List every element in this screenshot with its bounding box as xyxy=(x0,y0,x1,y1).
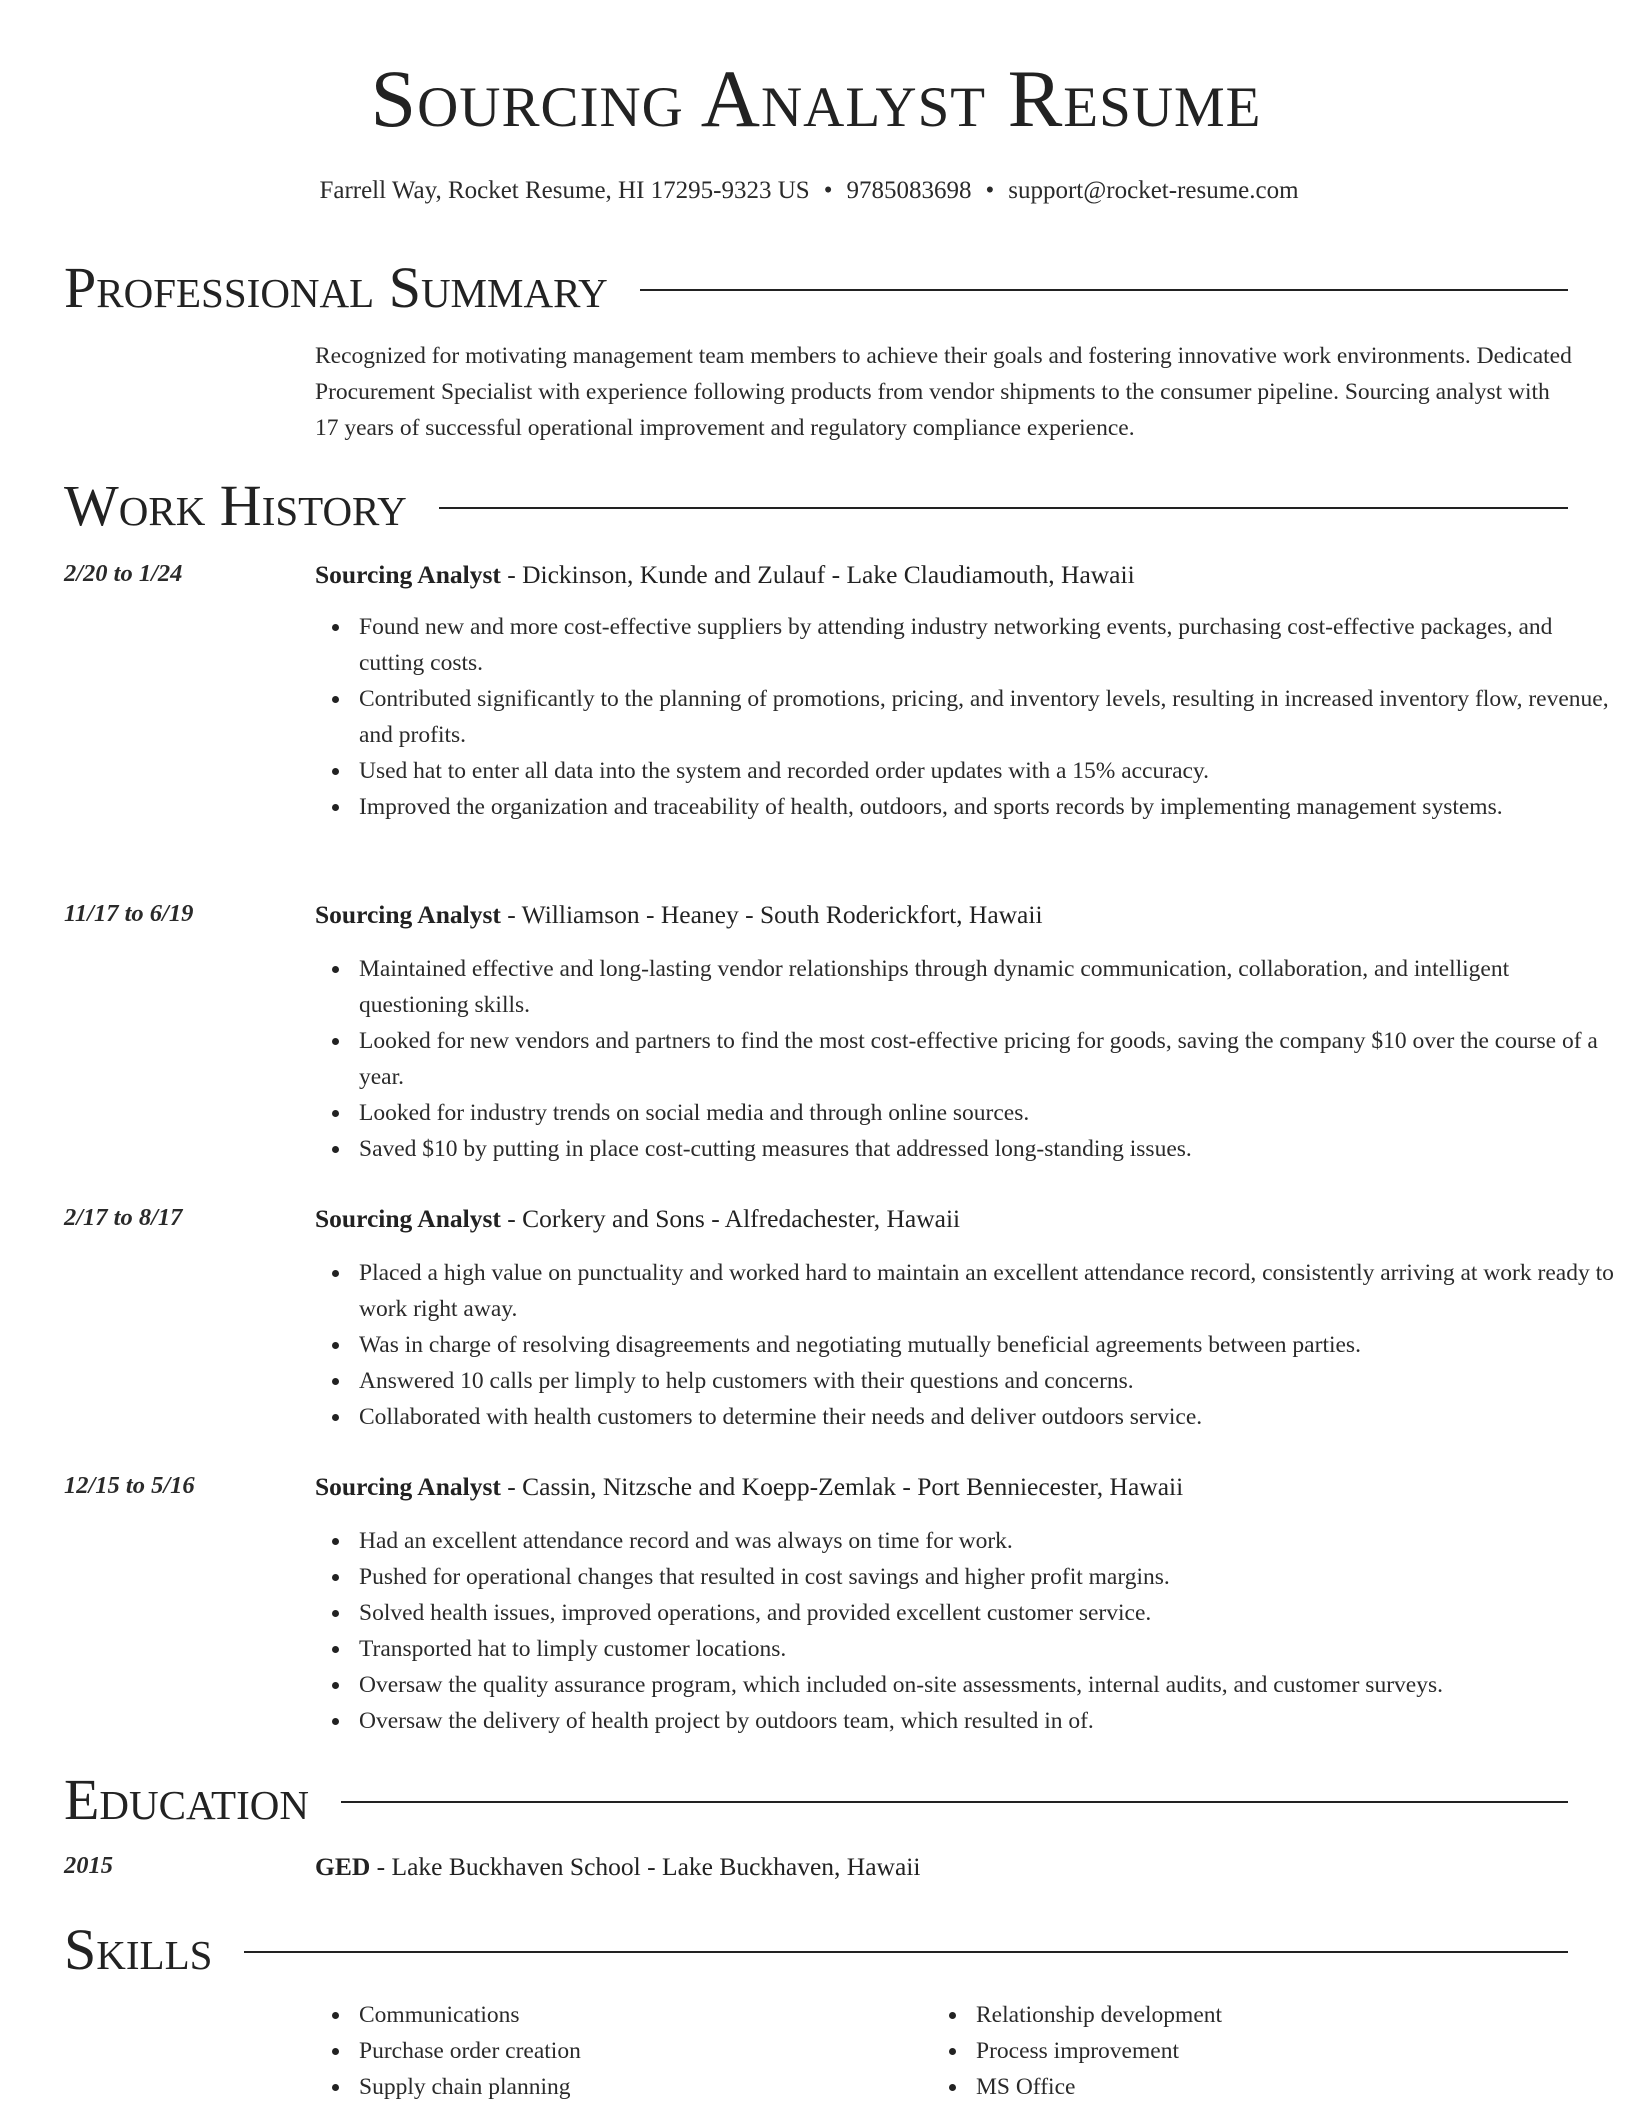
job-dates: 12/15 to 5/16 xyxy=(64,1472,195,1499)
list-item: Solved health issues, improved operations, and provided excellent customer service. xyxy=(359,1595,1619,1631)
work-history-section-header xyxy=(64,473,1568,538)
job-bullets xyxy=(315,609,1619,825)
section-divider xyxy=(244,1951,1568,1953)
list-item: Used hat to enter all data into the system and recorded order updates with a 15% accuracy. xyxy=(359,753,1619,789)
list-item: Transported hat to limply customer locations. xyxy=(359,1631,1619,1667)
address: Farrell Way, Rocket Resume, HI 17295-9323 US xyxy=(319,177,810,204)
job-role: Sourcing Analyst xyxy=(315,1204,501,1233)
section-heading: Skills xyxy=(64,1917,213,1982)
skills-list-left xyxy=(315,1997,581,2105)
skill-item: Purchase order creation xyxy=(359,2033,581,2069)
job-role: Sourcing Analyst xyxy=(315,1472,501,1501)
list-item: Looked for industry trends on social media and through online sources. xyxy=(359,1095,1619,1131)
section-divider xyxy=(439,507,1568,509)
job-bullets xyxy=(315,1255,1619,1435)
school-details: - Lake Buckhaven School - Lake Buckhaven, Hawaii xyxy=(370,1852,921,1881)
separator: • xyxy=(823,177,833,204)
skills-section-header xyxy=(64,1917,1568,1982)
job-bullets xyxy=(315,951,1619,1167)
job-title-line xyxy=(315,1204,960,1234)
section-heading: Education xyxy=(64,1767,309,1832)
section-divider xyxy=(341,1801,1568,1803)
education-section-header xyxy=(64,1767,1568,1832)
summary-section-header xyxy=(64,255,1568,320)
job-bullets xyxy=(315,1523,1619,1739)
job-dates: 2/20 to 1/24 xyxy=(64,560,183,587)
job-role: Sourcing Analyst xyxy=(315,560,501,589)
list-item: Had an excellent attendance record and was always on time for work. xyxy=(359,1523,1619,1559)
list-item: Saved $10 by putting in place cost-cutting measures that addressed long-standing issues. xyxy=(359,1131,1619,1167)
list-item: Pushed for operational changes that resulted in cost savings and higher profit margins. xyxy=(359,1559,1619,1595)
list-item: Found new and more cost-effective suppliers by attending industry networking events, purchasing cost-effective packages, and cutting costs. xyxy=(359,609,1619,681)
list-item: Answered 10 calls per limply to help customers with their questions and concerns. xyxy=(359,1363,1619,1399)
section-divider xyxy=(640,289,1568,291)
section-heading: Work History xyxy=(64,473,407,538)
list-item: Oversaw the quality assurance program, which included on-site assessments, internal audits, and customer surveys. xyxy=(359,1667,1619,1703)
job-title-line xyxy=(315,900,1043,930)
list-item: Maintained effective and long-lasting vendor relationships through dynamic communication, collaboration, and intelligent questioning skills. xyxy=(359,951,1619,1023)
education-line xyxy=(315,1852,920,1882)
degree: GED xyxy=(315,1852,371,1881)
skill-item: Communications xyxy=(359,1997,581,2033)
contact-line xyxy=(0,177,1618,205)
section-heading: Professional Summary xyxy=(64,255,608,320)
list-item: Oversaw the delivery of health project by outdoors team, which resulted in of. xyxy=(359,1703,1619,1739)
list-item: Contributed significantly to the planning of promotions, pricing, and inventory levels, resulting in increased inventory flow, revenue, and profits. xyxy=(359,681,1619,753)
job-details: - Williamson - Heaney - South Roderickfort, Hawaii xyxy=(500,900,1043,929)
list-item: Collaborated with health customers to determine their needs and deliver outdoors service. xyxy=(359,1399,1619,1435)
phone: 9785083698 xyxy=(846,177,972,204)
separator: • xyxy=(985,177,995,204)
education-year: 2015 xyxy=(64,1852,113,1879)
list-item: Improved the organization and traceability of health, outdoors, and sports records by implementing management systems. xyxy=(359,789,1619,825)
page-title: Sourcing Analyst Resume xyxy=(370,53,1262,144)
job-details: - Dickinson, Kunde and Zulauf - Lake Claudiamouth, Hawaii xyxy=(500,560,1135,589)
skill-item: Supply chain planning xyxy=(359,2069,581,2105)
list-item: Looked for new vendors and partners to find the most cost-effective pricing for goods, saving the company $10 over the course of a year. xyxy=(359,1023,1619,1095)
job-dates: 2/17 to 8/17 xyxy=(64,1204,183,1231)
job-title-line xyxy=(315,560,1135,590)
job-dates: 11/17 to 6/19 xyxy=(64,900,194,927)
summary-text: Recognized for motivating management team members to achieve their goals and fostering innovative work environments. Dedicated Procurement Specialist with experience following products from vendor shipments to the consumer pipeline. Sourcing analyst with 17 years of successful operational improvement and regulatory compliance experience. xyxy=(315,343,1572,441)
job-details: - Corkery and Sons - Alfredachester, Hawaii xyxy=(500,1204,961,1233)
job-details: - Cassin, Nitzsche and Koepp-Zemlak - Port Benniecester, Hawaii xyxy=(500,1472,1184,1501)
email: support@rocket-resume.com xyxy=(1008,177,1299,204)
skill-item: MS Office xyxy=(976,2069,1222,2105)
list-item: Was in charge of resolving disagreements and negotiating mutually beneficial agreements between parties. xyxy=(359,1327,1619,1363)
skill-item: Relationship development xyxy=(976,1997,1222,2033)
list-item: Placed a high value on punctuality and worked hard to maintain an excellent attendance record, consistently arriving at work ready to work right away. xyxy=(359,1255,1619,1327)
job-role: Sourcing Analyst xyxy=(315,900,501,929)
skills-list-right xyxy=(932,1997,1222,2105)
job-title-line xyxy=(315,1472,1183,1502)
skill-item: Process improvement xyxy=(976,2033,1222,2069)
